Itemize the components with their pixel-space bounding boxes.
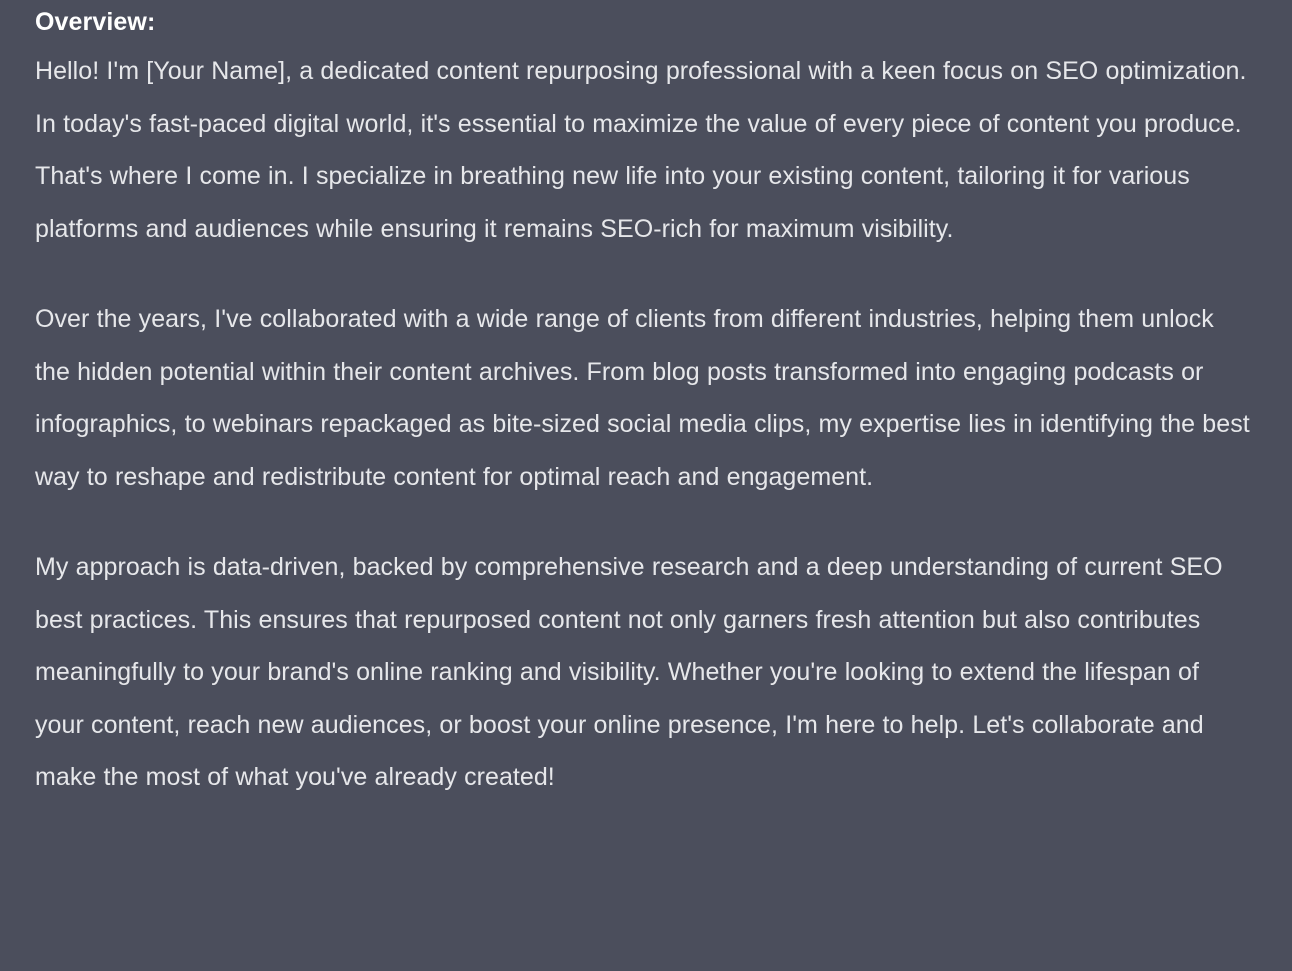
page-title: Overview: [35,8,156,36]
paragraph-spacer [35,503,1252,541]
overview-paragraph-3: My approach is data-driven, backed by comprehensive research and a deep understanding of current SEO best practices. This ensures that repurposed content not only garners fresh attention but also contributes meaningfully to your brand's online ranking and visibility. Whether you're looking to extend the lifespan of your content, reach new audiences, or boost your online presence, I'm here to help. Let's collaborate and make the most of what you've already created! [35,553,1223,791]
overview-paragraph-1: Hello! I'm [Your Name], a dedicated content repurposing professional with a keen focus on SEO optimization. In today's fast-paced digital world, it's essential to maximize the value of every piece of content you produce. That's where I come in. I specialize in breathing new life into your existing content, tailoring it for various platforms and audiences while ensuring it remains SEO-rich for maximum visibility. [35,57,1247,243]
overview-paragraph-2: Over the years, I've collaborated with a wide range of clients from different industries, helping them unlock the hidden potential within their content archives. From blog posts transformed into engaging podcasts or infographics, to webinars repackaged as bite-sized social media clips, my expertise lies in identifying the best way to reshape and redistribute content for optimal reach and engagement. [35,305,1250,491]
paragraph-spacer [35,255,1252,293]
